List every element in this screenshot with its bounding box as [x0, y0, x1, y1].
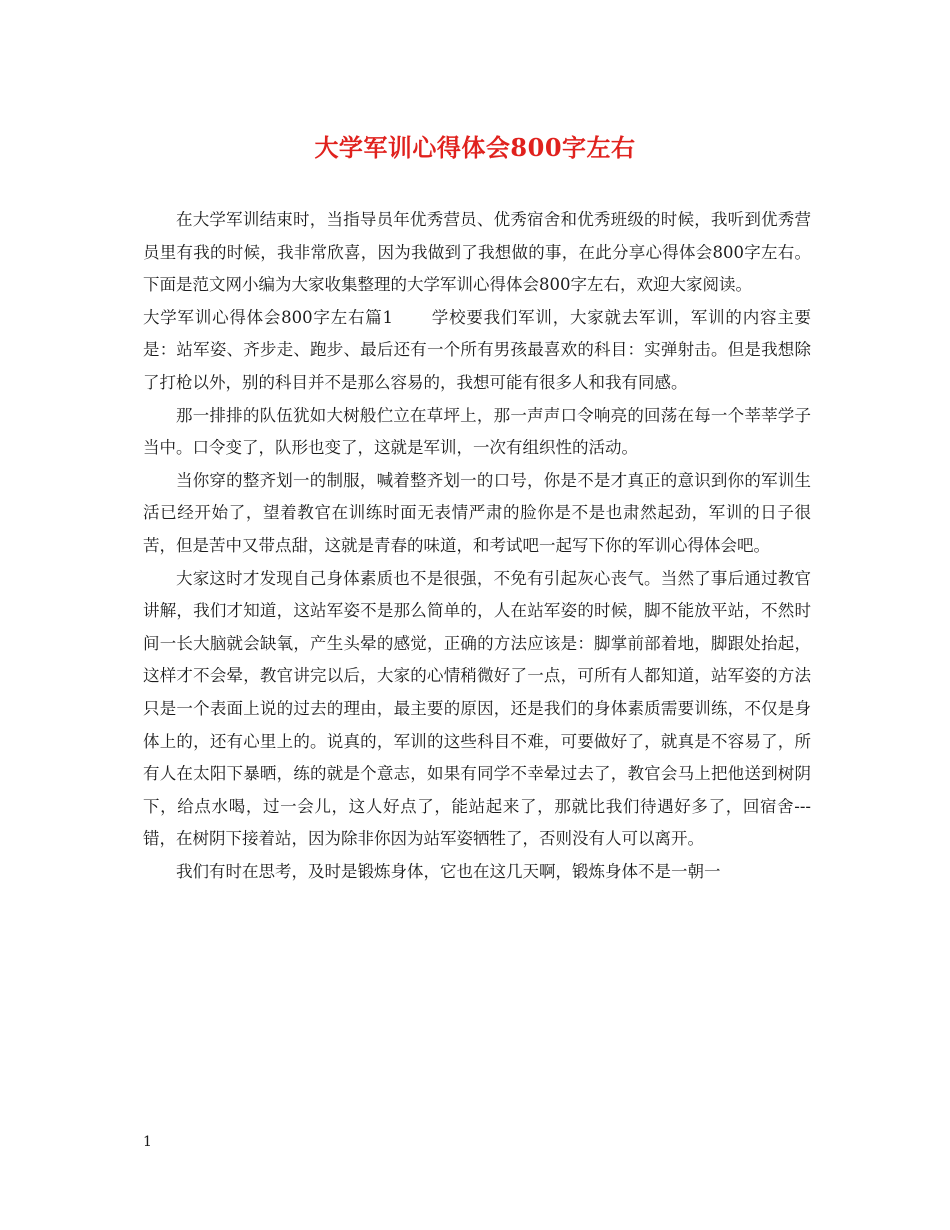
paragraph-uniform: 当你穿的整齐划一的制服，喊着整齐划一的口号，你是不是才真正的意识到你的军训生活已经开始了，望着教官在训练时面无表情严肃的脸你是不是也肃然起劲，军训的日子很苦，但是苦中又带点甜，这就是青春的味道，和考试吧一起写下你的军训心得体会吧。 [143, 470, 811, 555]
section-heading: 大学军训心得体会800字左右篇1 [143, 307, 394, 327]
paragraph-thinking: 我们有时在思考，及时是锻炼身体，它也在这几天啊，锻炼身体不是一朝一 [176, 861, 721, 881]
document-body [143, 204, 811, 888]
paragraph-physical-fitness: 大家这时才发现自己身体素质也不是很强，不免有引起灰心丧气。当然了事后通过教官讲解，我们才知道，这站军姿不是那么简单的，人在站军姿的时候，脚不能放平站，不然时间一长大脑就会缺氧，产生头晕的感觉，正确的方法应该是：脚掌前部着地，脚跟处抬起，这样才不会晕，教官讲完以后，大家的心情稍微好了一点，可所有人都知道，站军姿的方法只是一个表面上说的过去的理由，最主要的原因，还是我们的身体素质需要训练，不仅是身体上的，还有心里上的。说真的，军训的这些科目不难，可要做好了，就真是不容易了，所有人在太阳下暴晒，练的就是个意志，如果有同学不幸晕过去了，教官会马上把他送到树阴下，给点水喝，过一会儿，这人好点了，能站起来了，那就比我们待遇好多了，回宿舍---错，在树阴下接着站，因为除非你因为站军姿牺牲了，否则没有人可以离开。 [143, 568, 811, 849]
page-title: 大学军训心得体会800字左右 [314, 133, 636, 162]
section-1-text: 学校要我们军训，大家就去军训，军训的内容主要是：站军姿、齐步走、跑步、最后还有一个所有男孩最喜欢的科目：实弹射击。但是我想除了打枪以外，别的科目并不是那么容易的，我想可能有很多人和我有同感。 [143, 307, 812, 392]
paragraph-section-1 [143, 302, 811, 400]
page-number: 1 [143, 1134, 152, 1150]
paragraph-intro: 在大学军训结束时，当指导员年优秀营员、优秀宿舍和优秀班级的时候，我听到优秀营员里有我的时候，我非常欣喜，因为我做到了我想做的事，在此分享心得体会800字左右。下面是范文网小编为大家收集整理的大学军训心得体会800字左右，欢迎大家阅读。 [143, 210, 811, 295]
paragraph-formation: 那一排排的队伍犹如大树般伫立在草坪上，那一声声口令响亮的回荡在每一个莘莘学子当中。口令变了，队形也变了，这就是军训，一次有组织性的活动。 [143, 405, 811, 458]
